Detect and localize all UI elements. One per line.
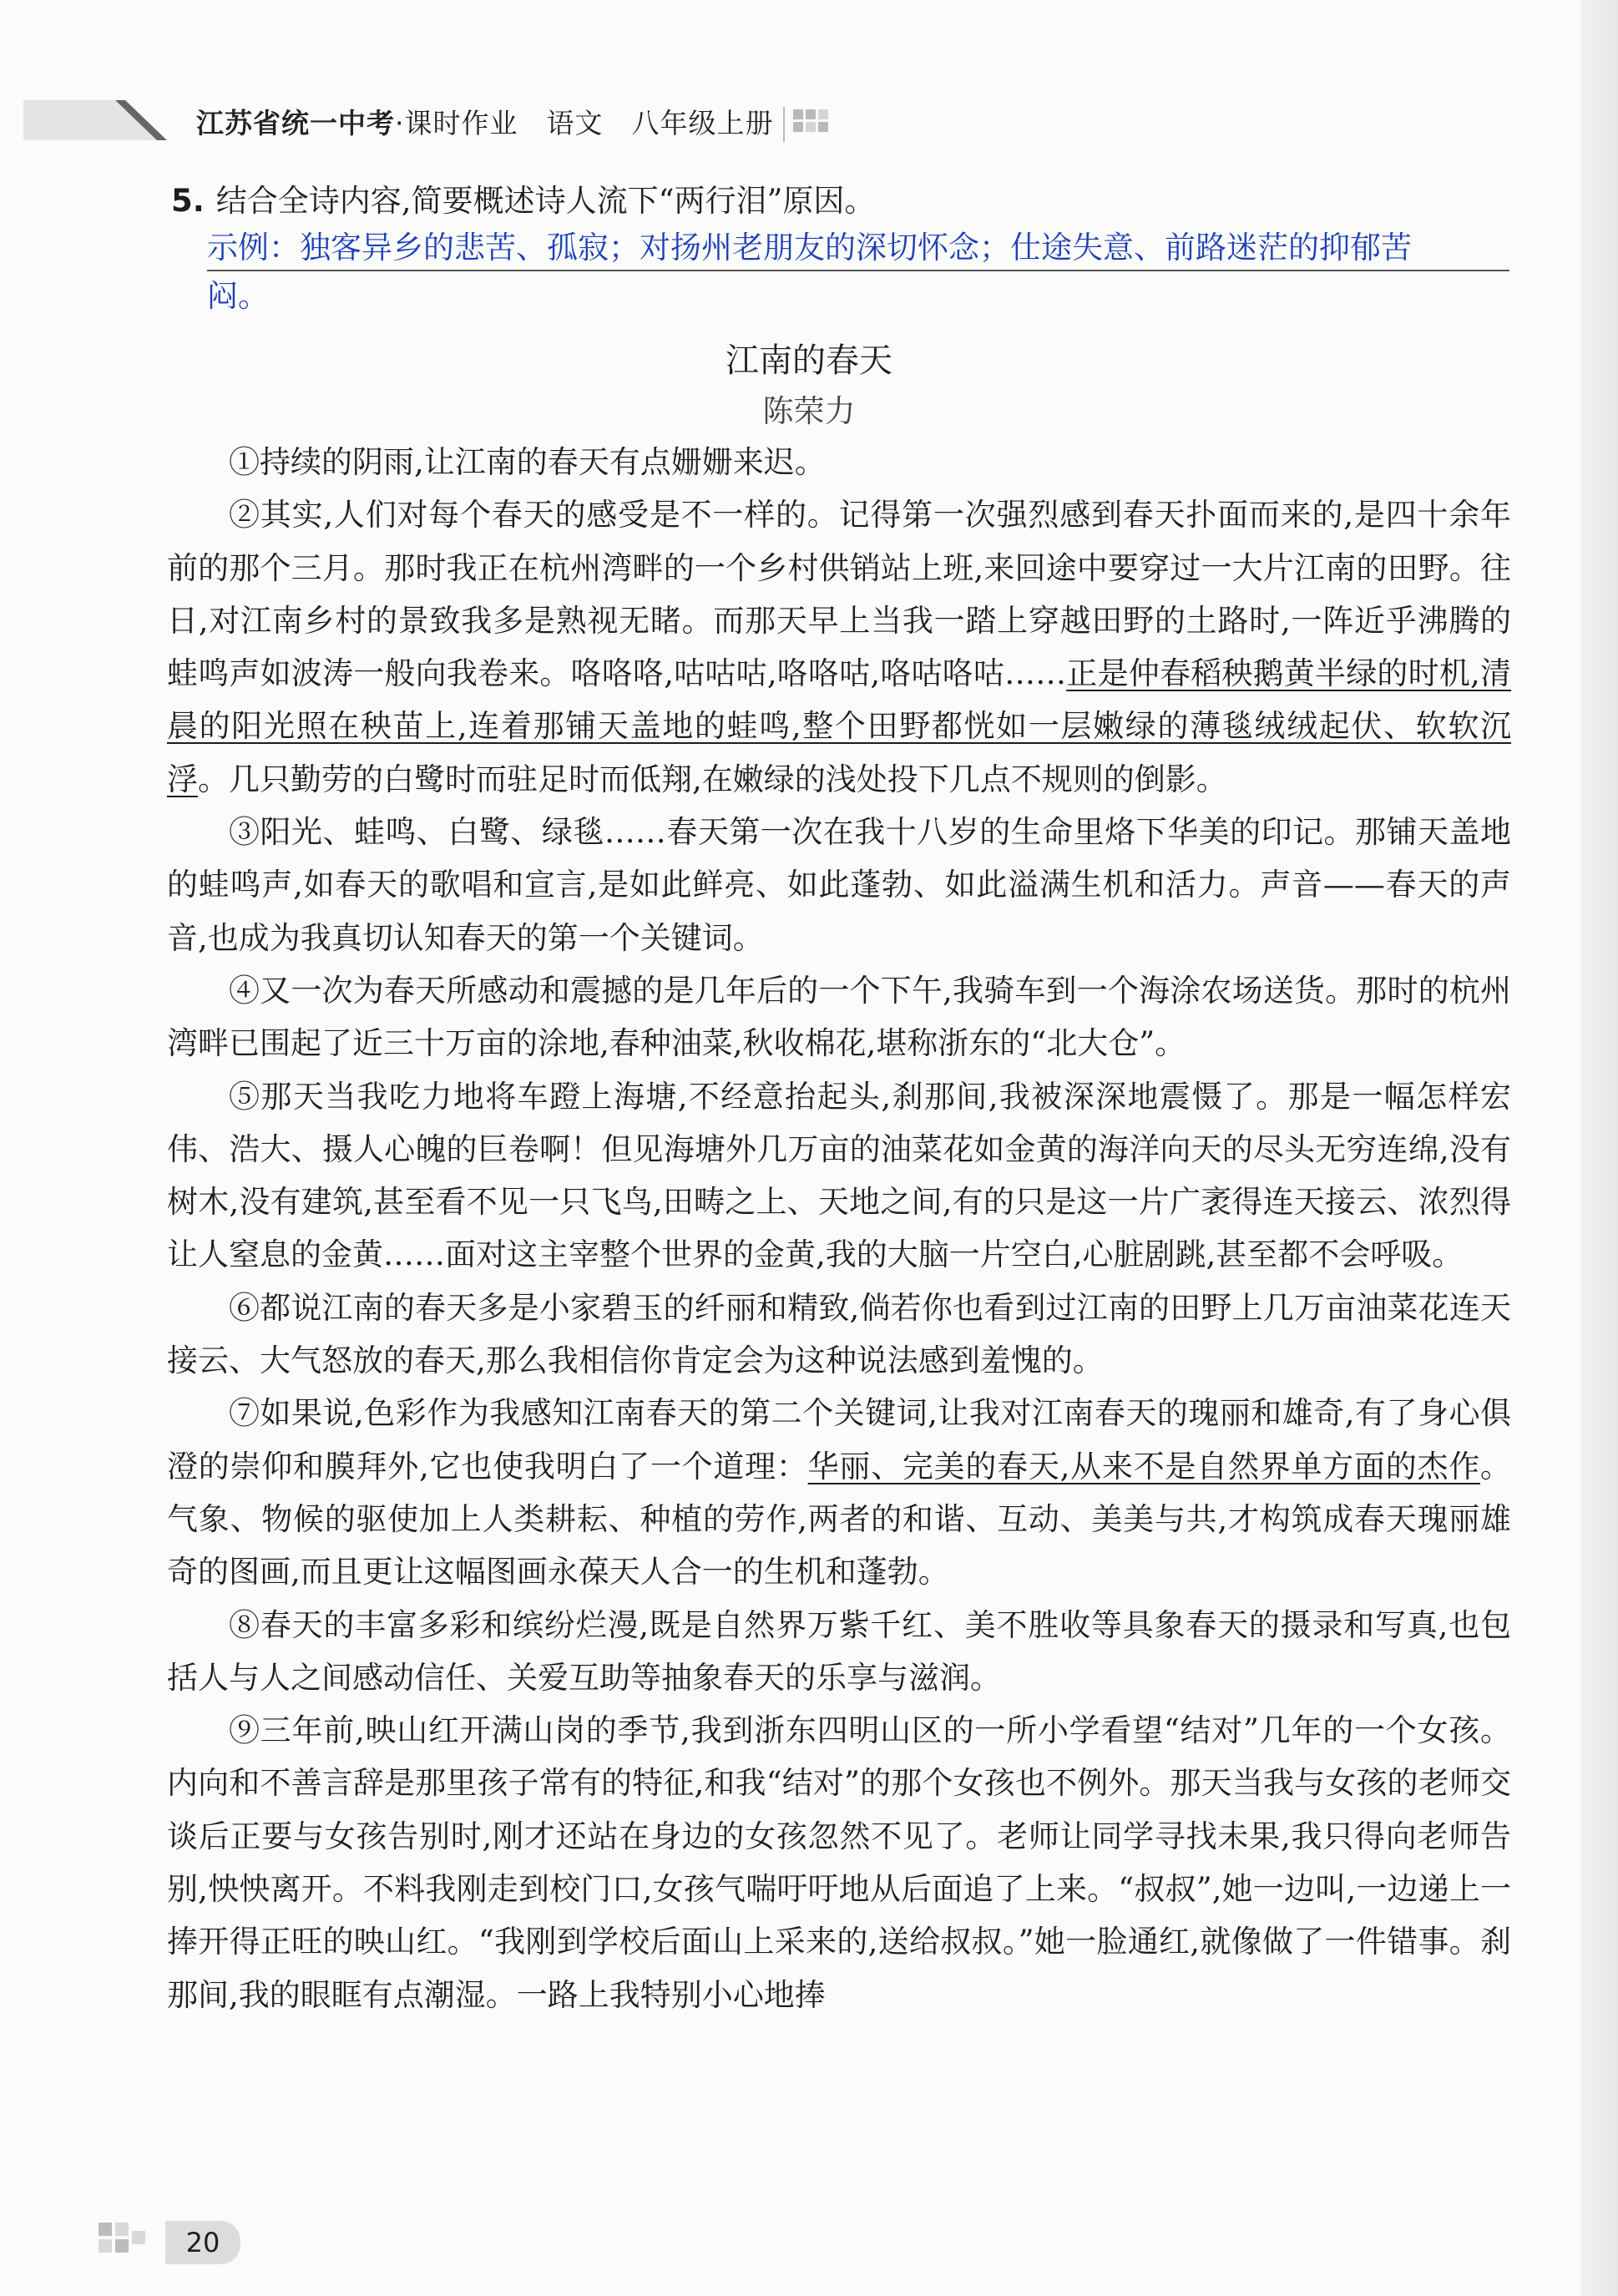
article-body [167,436,1511,2021]
header-series: 江苏省统一中考 [196,107,395,139]
header-squares-decoration [793,109,840,143]
question-number: 5. [171,183,205,219]
footer-squares-decoration [99,2223,157,2264]
article-title: 江南的春天 [726,341,892,380]
paragraph-1: ①持续的阴雨,让江南的春天有点姗姗来迟。 [229,444,826,480]
paragraph-9: ⑨三年前,映山红开满山岗的季节,我到浙东四明山区的一所小学看望“结对”几年的一个女孩。内向和不善言辞是那里孩子常有的特征,和我“结对”的那个女孩也不例外。那天当我与女孩的老师交谈后正要与女孩告别时,刚才还站在身边的女孩忽然不见了。老师让同学寻找未果,我只得向老师告别,怏怏离开。不料我刚走到校门口,女孩气喘吁吁地从后面追了上来。“叔叔”,她一边叫,一边递上一捧开得正旺的映山红。“我刚到学校后面山上采来的,送给叔叔。”她一脸通红,就像做了一件错事。刹那间,我的眼眶有点潮湿。一路上我特别小心地捧 [167,1712,1511,2013]
paragraph-5: ⑤那天当我吃力地将车蹬上海塘,不经意抬起头,刹那间,我被深深地震慑了。那是一幅怎样宏伟、浩大、摄人心魄的巨卷啊！但见海塘外几万亩的油菜花如金黄的海洋向天的尽头无穷连绵,没有树木,没有建筑,甚至看不见一只飞鸟,田畴之上、天地之间,有的只是这一片广袤得连天接云、浓烈得让人窒息的金黄……面对这主宰整个世界的金黄,我的大脑一片空白,心脏剧跳,甚至都不会呼吸。 [167,1078,1511,1273]
paragraph-4: ④又一次为春天所感动和震撼的是几年后的一个下午,我骑车到一个海涂农场送货。那时的杭州湾畔已围起了近三十万亩的涂地,春种油菜,秋收棉花,堪称浙东的“北大仓”。 [167,972,1511,1062]
handwritten-answer [207,224,1505,321]
header-title [196,102,774,141]
paragraph-3: ③阳光、蛙鸣、白鹭、绿毯……春天第一次在我十八岁的生命里烙下华美的印记。那铺天盖地的蛙鸣声,如春天的歌唱和宣言,是如此鲜亮、如此蓬勃、如此溢满生机和活力。声音——春天的声音,也成为我真切认知春天的第一个关键词。 [167,814,1511,956]
answer-line-2: 闷。 [207,278,269,314]
header-decoration [23,94,190,144]
underlined-sentence-1: 正是仲春稻秧鹅黄半绿的时机,清晨的阳光照在秧苗上,连着那铺天盖地的蛙鸣,整个田野都恍如一层嫩绿的薄毯绒绒起伏、软软沉浮 [167,655,1511,797]
page-number: 20 [165,2221,240,2264]
header-divider [783,107,785,142]
paragraph-2: ②其实,人们对每个春天的感受是不一样的。记得第一次强烈感到春天扑面而来的,是四十余年前的那个三月。那时我正在杭州湾畔的一个乡村供销站上班,来回途中要穿过一大片江南的田野。往日,对江南乡村的景致我多是熟视无睹。而那天早上当我一踏上穿越田野的土路时,一阵近乎沸腾的蛙鸣声如波涛一般向我卷来。咯咯咯,咕咕咕,咯咯咕,咯咕咯咕……正是仲春稻秧鹅黄半绿的时机,清晨的阳光照在秧苗上,连着那铺天盖地的蛙鸣,整个田野都恍如一层嫩绿的薄毯绒绒起伏、软软沉浮。几只勤劳的白鹭时而驻足时而低翔,在嫩绿的浅处投下几点不规则的倒影。 [167,497,1511,797]
answer-rule [207,270,1509,271]
question-5 [171,175,875,220]
question-text: 结合全诗内容,简要概述诗人流下“两行泪”原因。 [215,183,876,219]
paragraph-8: ⑧春天的丰富多彩和缤纷烂漫,既是自然界万紫千红、美不胜收等具象春天的摄录和写真,也包括人与人之间感动信任、关爱互助等抽象春天的乐享与滋润。 [167,1606,1511,1696]
underlined-sentence-2: 华丽、完美的春天,从来不是自然界单方面的杰作 [807,1448,1480,1484]
paragraph-6: ⑥都说江南的春天多是小家碧玉的纤丽和精致,倘若你也看到过江南的田野上几万亩油菜花连天接云、大气怒放的春天,那么我相信你肯定会为这种说法感到羞愧的。 [167,1289,1511,1379]
header-subject: ·课时作业 语文 八年级上册 [395,107,774,139]
article-author: 陈荣力 [762,393,856,429]
answer-line-1: 示例：独客异乡的悲苦、孤寂；对扬州老朋友的深切怀念；仕途失意、前路迷茫的抑郁苦 [207,230,1412,266]
paragraph-7: ⑦如果说,色彩作为我感知江南春天的第二个关键词,让我对江南春天的瑰丽和雄奇,有了身心俱澄的崇仰和膜拜外,它也使我明白了一个道理：华丽、完美的春天,从来不是自然界单方面的杰作。气象、物候的驱使加上人类耕耘、种植的劳作,两者的和谐、互动、美美与共,才构筑成春天瑰丽雄奇的图画,而且更让这幅图画永葆天人合一的生机和蓬勃。 [167,1395,1511,1591]
